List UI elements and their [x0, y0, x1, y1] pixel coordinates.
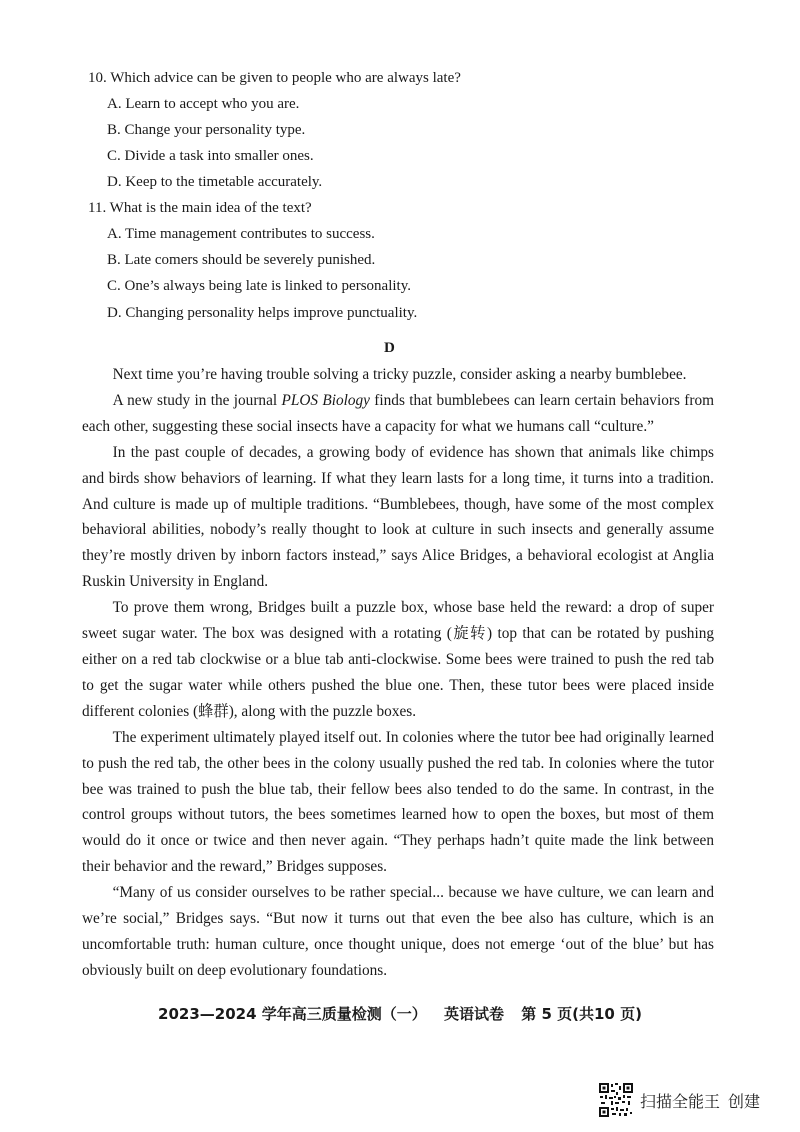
- passage-paragraph-4: To prove them wrong, Bridges built a puzzle box, whose base held the reward: a drop of super sweet sugar water. The box was designed with a rotating (旋转) top that can be rotated by pushing either on a red tab clockwise or a blue tab anti-clockwise. Some bees were trained to push the red tab to get the sugar water while others pushed the blue one. Then, these tutor bees were placed inside different colonies (蜂群), along with the puzzle boxes.: [82, 599, 714, 720]
- passage-paragraph-5: The experiment ultimately played itself out. In colonies where the tutor bee had originally learned to push the red tab, the other bees in the colony usually pushed the red tab. In colonies where the tutor bee was trained to push the blue tab, their fellow bees also tended to do the same. In contrast, in the control groups without tutors, the bees sometimes learned how to open the boxes, but most of them would do it once or twice and then never again. “They perhaps hadn’t quite made the link between their behavior and the reward,” Bridges supposes.: [82, 728, 714, 876]
- footer-page-number: 第 5 页(共10 页): [521, 1005, 642, 1023]
- reading-passage: [82, 362, 714, 984]
- question-11-prompt: 11. What is the main idea of the text?: [88, 200, 312, 216]
- question-11-option-a: A. Time management contributes to success.: [107, 226, 375, 242]
- question-10-option-c: C. Divide a task into smaller ones.: [107, 148, 314, 164]
- paragraph-2-lead: A new study in the journal: [112, 391, 282, 409]
- watermark-app-name: 扫描全能王: [640, 1091, 721, 1111]
- footer-exam-title: 2023—2024 学年高三质量检测（一）: [158, 1005, 427, 1023]
- passage-paragraph-3: In the past couple of decades, a growing body of evidence has shown that animals like chimps and birds show behaviors of learning. If what they learn lasts for a long time, it turns into a tradition. And culture is made up of multiple traditions. “Bumblebees, though, have some of the most complex behavioral abilities, nobody’s really thought to look at culture in such insects and generally assume they’re mostly driven by inborn factors instead,” says Alice Bridges, a behavioral ecologist at Anglia Ruskin University in England.: [82, 443, 714, 591]
- watermark-text: [640, 1089, 768, 1112]
- page-footer: [0, 1003, 800, 1024]
- qr-code-icon: [598, 1082, 634, 1118]
- question-10-option-a: A. Learn to accept who you are.: [107, 96, 300, 112]
- question-11-option-d: D. Changing personality helps improve punctuality.: [107, 305, 418, 321]
- question-10-prompt: 10. Which advice can be given to people who are always late?: [88, 70, 461, 86]
- passage-paragraph-1: Next time you’re having trouble solving a tricky puzzle, consider asking a nearby bumblebee.: [112, 366, 687, 383]
- footer-subject: 英语试卷: [444, 1005, 505, 1023]
- scanner-watermark: [598, 1082, 768, 1118]
- question-10-option-b: B. Change your personality type.: [107, 122, 306, 138]
- question-11-option-c: C. One’s always being late is linked to personality.: [107, 278, 411, 294]
- section-heading: D: [384, 340, 395, 356]
- passage-paragraph-6: “Many of us consider ourselves to be rather special... because we have culture, we can learn and we’re social,” Bridges says. “But now it turns out that even the bee also has culture, which is an uncomfortable truth: human culture, once thought unique, does not emerge ‘out of the blue’ but has obviously built on deep evolutionary foundations.: [82, 884, 714, 979]
- journal-title: PLOS Biology: [281, 391, 370, 409]
- watermark-action: 创建: [728, 1091, 761, 1111]
- question-11-option-b: B. Late comers should be severely punished.: [107, 252, 376, 268]
- question-10-option-d: D. Keep to the timetable accurately.: [107, 174, 323, 190]
- paragraph-2-rest: finds that bumblebees can learn certain behaviors from each other, suggesting these social insects have a capacity for what we humans call “culture.”: [82, 391, 714, 435]
- passage-paragraph-2: [82, 388, 714, 440]
